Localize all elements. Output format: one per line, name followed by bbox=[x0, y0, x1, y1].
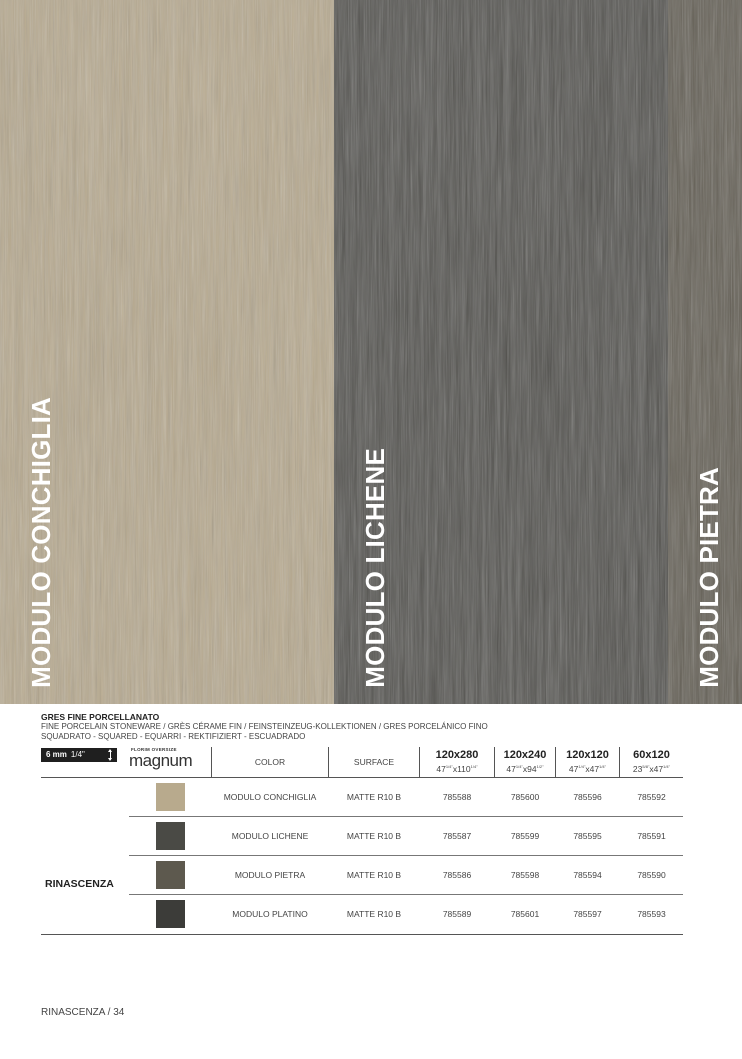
code: 785597 bbox=[573, 909, 602, 919]
panel-label: MODULO PIETRA bbox=[694, 467, 724, 688]
format-cm: 120x280 bbox=[435, 749, 479, 761]
color-swatch bbox=[156, 900, 185, 928]
panel-label: MODULO LICHENE bbox=[360, 448, 390, 688]
column-header-color: COLOR bbox=[254, 757, 286, 767]
product-table bbox=[41, 747, 683, 935]
product-info bbox=[41, 712, 701, 742]
panel-label: MODULO CONCHIGLIA bbox=[26, 397, 56, 688]
surface: MATTE R10 B bbox=[346, 870, 402, 880]
thickness-badge bbox=[41, 748, 117, 762]
logo-text: magnum bbox=[129, 751, 193, 770]
format-header bbox=[420, 749, 494, 775]
format-inch: $47^{1/4"}x47^{1/4"}$ bbox=[568, 763, 607, 774]
surface: MATTE R10 B bbox=[346, 909, 402, 919]
code: 785588 bbox=[442, 792, 472, 802]
surface: MATTE R10 B bbox=[346, 831, 402, 841]
code: 785600 bbox=[510, 792, 540, 802]
table-row bbox=[129, 895, 683, 933]
color-swatch bbox=[156, 783, 185, 811]
format-inch: $47^{1/4"}x110^{1/4"}$ bbox=[436, 763, 478, 774]
product-title: GRES FINE PORCELLANATO bbox=[41, 712, 160, 722]
thickness-mm: 6 mm bbox=[46, 750, 67, 759]
column-header-surface: SURFACE bbox=[353, 757, 395, 767]
format-header bbox=[620, 749, 683, 775]
table-row bbox=[129, 778, 683, 817]
code: 785586 bbox=[442, 870, 472, 880]
code: 785601 bbox=[510, 909, 540, 919]
code: 785592 bbox=[637, 792, 666, 802]
thickness-arrow-icon bbox=[110, 750, 111, 760]
panel-pietra bbox=[668, 0, 742, 704]
product-finish: SQUADRATO - SQUARED - EQUARRI - REKTIFIZIERT - ESCUADRADO bbox=[41, 732, 306, 741]
color-name: MODULO PLATINO bbox=[232, 909, 308, 919]
format-cm: 120x120 bbox=[566, 749, 609, 761]
color-swatch bbox=[156, 861, 185, 889]
code: 785593 bbox=[637, 909, 666, 919]
code: 785598 bbox=[510, 870, 540, 880]
code: 785595 bbox=[573, 831, 602, 841]
format-inch: $47^{1/4"}x94^{1/2"}$ bbox=[506, 763, 544, 774]
format-inch: $23^{5/8"}x47^{1/4"}$ bbox=[632, 763, 671, 774]
code: 785591 bbox=[637, 831, 666, 841]
color-name: MODULO PIETRA bbox=[234, 870, 306, 880]
format-header bbox=[495, 749, 555, 775]
code: 785599 bbox=[510, 831, 540, 841]
table-body bbox=[41, 778, 683, 935]
color-name: MODULO CONCHIGLIA bbox=[223, 792, 317, 802]
code: 785587 bbox=[442, 831, 472, 841]
code: 785590 bbox=[637, 870, 666, 880]
logo-small-text: FLORIM OVERSIZE bbox=[131, 747, 177, 752]
product-subtitle: FINE PORCELAIN STONEWARE / GRÈS CÉRAME FIN / FEINSTEINZEUG-KOLLEKTIONEN / GRES PORCELÁNICO FINO bbox=[41, 722, 488, 731]
color-swatch bbox=[156, 822, 185, 850]
code: 785596 bbox=[573, 792, 602, 802]
table-header bbox=[41, 747, 683, 778]
surface: MATTE R10 B bbox=[346, 792, 402, 802]
table-row bbox=[129, 856, 683, 895]
code: 785589 bbox=[442, 909, 472, 919]
series-name: RINASCENZA bbox=[45, 878, 114, 890]
magnum-logo bbox=[129, 747, 209, 775]
thickness-inch: 1/4" bbox=[70, 750, 85, 759]
table-row bbox=[129, 817, 683, 856]
color-name: MODULO LICHENE bbox=[231, 831, 309, 841]
panel-conchiglia bbox=[0, 0, 334, 704]
code: 785594 bbox=[573, 870, 602, 880]
format-cm: 120x240 bbox=[503, 749, 547, 761]
panel-lichene bbox=[334, 0, 668, 704]
page-footer: RINASCENZA / 34 bbox=[41, 1007, 125, 1018]
format-header bbox=[556, 749, 619, 775]
format-cm: 60x120 bbox=[633, 749, 670, 761]
